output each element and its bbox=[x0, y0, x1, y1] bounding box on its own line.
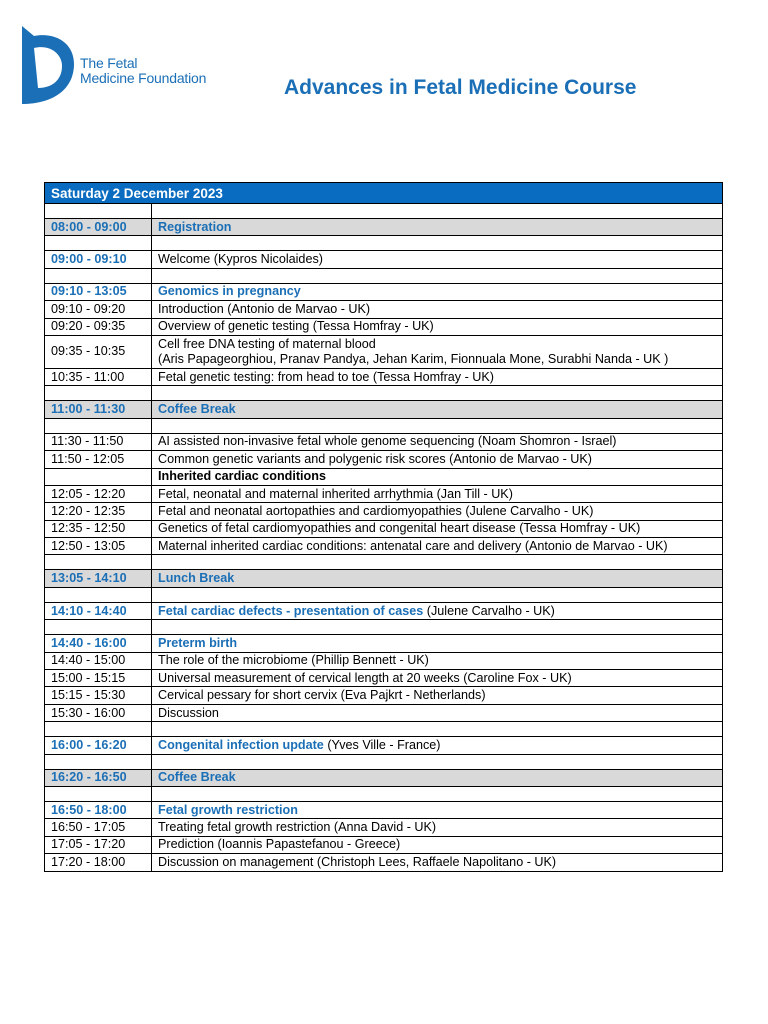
session-time: 11:50 - 12:05 bbox=[51, 451, 125, 466]
session-cell bbox=[152, 204, 723, 219]
session-description: AI assisted non-invasive fetal whole genome sequencing (Noam Shomron - Israel) bbox=[158, 434, 617, 449]
session-speaker: (Yves Ville - France) bbox=[323, 737, 441, 752]
session-cell bbox=[152, 801, 723, 818]
session-time: 17:20 - 18:00 bbox=[51, 854, 126, 869]
time-cell bbox=[45, 451, 152, 468]
session-cell bbox=[152, 251, 723, 268]
session-description: Fetal and neonatal aortopathies and cardiomyopathies (Julene Carvalho - UK) bbox=[158, 503, 594, 518]
schedule-row bbox=[45, 854, 723, 871]
session-time: 15:00 - 15:15 bbox=[51, 670, 126, 685]
session-cell bbox=[152, 468, 723, 485]
session-description: Treating fetal growth restriction (Anna David - UK) bbox=[158, 820, 437, 835]
time-cell bbox=[45, 485, 152, 502]
session-cell bbox=[152, 555, 723, 570]
schedule-row bbox=[45, 503, 723, 520]
time-cell bbox=[45, 401, 152, 418]
time-cell bbox=[45, 520, 152, 537]
session-title: Coffee Break bbox=[158, 770, 236, 785]
session-time: 16:20 - 16:50 bbox=[51, 770, 127, 785]
time-cell bbox=[45, 687, 152, 704]
session-time: 14:40 - 16:00 bbox=[51, 635, 127, 650]
time-cell bbox=[45, 386, 152, 401]
session-description: The role of the microbiome (Phillip Bennett - UK) bbox=[158, 653, 429, 668]
schedule-row bbox=[45, 570, 723, 587]
schedule-row bbox=[45, 652, 723, 669]
schedule-row bbox=[45, 283, 723, 300]
schedule-row bbox=[45, 635, 723, 652]
session-description: Cervical pessary for short cervix (Eva Pajkrt - Netherlands) bbox=[158, 688, 486, 703]
session-cell bbox=[152, 485, 723, 502]
time-cell bbox=[45, 754, 152, 769]
time-cell bbox=[45, 819, 152, 836]
schedule-row bbox=[45, 670, 723, 687]
session-time: 15:30 - 16:00 bbox=[51, 705, 126, 720]
session-cell bbox=[152, 335, 723, 368]
session-description: Fetal, neonatal and maternal inherited arrhythmia (Jan Till - UK) bbox=[158, 486, 513, 501]
schedule-row bbox=[45, 251, 723, 268]
session-title: Genomics in pregnancy bbox=[158, 284, 301, 299]
session-cell bbox=[152, 786, 723, 801]
time-cell bbox=[45, 418, 152, 433]
time-cell bbox=[45, 722, 152, 737]
day-title: Saturday 2 December 2023 bbox=[45, 183, 723, 204]
time-cell bbox=[45, 769, 152, 786]
time-cell bbox=[45, 335, 152, 368]
session-description: Discussion on management (Christoph Lees, Raffaele Napolitano - UK) bbox=[158, 854, 557, 869]
session-title: Fetal growth restriction bbox=[158, 802, 298, 817]
spacer-row bbox=[45, 587, 723, 602]
session-cell bbox=[152, 433, 723, 450]
session-title: Lunch Break bbox=[158, 571, 235, 586]
spacer-row bbox=[45, 204, 723, 219]
time-cell bbox=[45, 620, 152, 635]
time-cell bbox=[45, 503, 152, 520]
session-description: Universal measurement of cervical length at 20 weeks (Caroline Fox - UK) bbox=[158, 670, 572, 685]
spacer-row bbox=[45, 722, 723, 737]
spacer-row bbox=[45, 620, 723, 635]
session-description: Fetal genetic testing: from head to toe (Tessa Homfray - UK) bbox=[158, 369, 494, 384]
session-cell bbox=[152, 368, 723, 385]
time-cell bbox=[45, 737, 152, 754]
session-speaker: (Julene Carvalho - UK) bbox=[423, 603, 555, 618]
session-title: Congenital infection update bbox=[158, 737, 324, 752]
time-cell bbox=[45, 652, 152, 669]
session-cell bbox=[152, 451, 723, 468]
schedule-row bbox=[45, 485, 723, 502]
session-time: 09:00 - 09:10 bbox=[51, 252, 127, 267]
session-time: 12:35 - 12:50 bbox=[51, 521, 126, 536]
session-cell bbox=[152, 386, 723, 401]
session-time: 08:00 - 09:00 bbox=[51, 219, 127, 234]
spacer-row bbox=[45, 418, 723, 433]
session-cell bbox=[152, 418, 723, 433]
session-time: 11:00 - 11:30 bbox=[51, 402, 126, 417]
schedule-row bbox=[45, 335, 723, 368]
session-time: 09:10 - 13:05 bbox=[51, 284, 127, 299]
time-cell bbox=[45, 251, 152, 268]
schedule-row bbox=[45, 836, 723, 853]
session-time: 16:50 - 17:05 bbox=[51, 820, 126, 835]
session-cell bbox=[152, 854, 723, 871]
schedule-row bbox=[45, 219, 723, 236]
time-cell bbox=[45, 538, 152, 555]
schedule-row bbox=[45, 520, 723, 537]
session-subheading: Inherited cardiac conditions bbox=[158, 469, 326, 484]
session-cell bbox=[152, 268, 723, 283]
spacer-row bbox=[45, 555, 723, 570]
session-time: 14:10 - 14:40 bbox=[51, 603, 127, 618]
session-cell bbox=[152, 538, 723, 555]
spacer-row bbox=[45, 786, 723, 801]
time-cell bbox=[45, 570, 152, 587]
session-description: Maternal inherited cardiac conditions: antenatal care and delivery (Antonio de Marvao - UK) bbox=[158, 538, 668, 553]
session-cell bbox=[152, 670, 723, 687]
session-time: 13:05 - 14:10 bbox=[51, 571, 127, 586]
session-time: 09:35 - 10:35 bbox=[51, 344, 126, 359]
session-title: Registration bbox=[158, 219, 232, 234]
spacer-row bbox=[45, 236, 723, 251]
session-description: Introduction (Antonio de Marvao - UK) bbox=[158, 301, 371, 316]
schedule-row bbox=[45, 318, 723, 335]
session-cell bbox=[152, 301, 723, 318]
session-cell bbox=[152, 318, 723, 335]
session-cell bbox=[152, 503, 723, 520]
session-cell bbox=[152, 620, 723, 635]
schedule-day-header bbox=[45, 183, 723, 204]
session-cell bbox=[152, 283, 723, 300]
time-cell bbox=[45, 433, 152, 450]
session-time: 16:50 - 18:00 bbox=[51, 802, 127, 817]
session-cell bbox=[152, 704, 723, 721]
time-cell bbox=[45, 854, 152, 871]
schedule-table bbox=[44, 182, 723, 872]
time-cell bbox=[45, 635, 152, 652]
session-description: Genetics of fetal cardiomyopathies and congenital heart disease (Tessa Homfray - UK) bbox=[158, 521, 641, 536]
time-cell bbox=[45, 670, 152, 687]
schedule-row bbox=[45, 602, 723, 619]
session-cell bbox=[152, 769, 723, 786]
logo-line-2: Medicine Foundation bbox=[80, 70, 207, 86]
session-time: 14:40 - 15:00 bbox=[51, 653, 126, 668]
session-cell bbox=[152, 520, 723, 537]
time-cell bbox=[45, 204, 152, 219]
schedule-row bbox=[45, 737, 723, 754]
time-cell bbox=[45, 555, 152, 570]
session-time: 11:30 - 11:50 bbox=[51, 434, 124, 449]
schedule-row bbox=[45, 433, 723, 450]
schedule-row bbox=[45, 801, 723, 818]
session-description: Discussion bbox=[158, 705, 219, 720]
time-cell bbox=[45, 587, 152, 602]
time-cell bbox=[45, 801, 152, 818]
schedule-row bbox=[45, 451, 723, 468]
schedule-row bbox=[45, 704, 723, 721]
time-cell bbox=[45, 704, 152, 721]
session-description: Cell free DNA testing of maternal blood bbox=[158, 336, 376, 351]
time-cell bbox=[45, 602, 152, 619]
session-cell bbox=[152, 401, 723, 418]
logo-line-1: The Fetal bbox=[80, 55, 138, 71]
session-cell bbox=[152, 219, 723, 236]
session-time: 16:00 - 16:20 bbox=[51, 737, 127, 752]
session-title: Preterm birth bbox=[158, 635, 238, 650]
session-time: 09:20 - 09:35 bbox=[51, 319, 126, 334]
schedule-row bbox=[45, 368, 723, 385]
time-cell bbox=[45, 301, 152, 318]
session-description: Common genetic variants and polygenic risk scores (Antonio de Marvao - UK) bbox=[158, 451, 592, 466]
session-time: 10:35 - 11:00 bbox=[51, 369, 125, 384]
time-cell bbox=[45, 368, 152, 385]
schedule-row bbox=[45, 468, 723, 485]
session-cell bbox=[152, 587, 723, 602]
spacer-row bbox=[45, 754, 723, 769]
session-cell bbox=[152, 687, 723, 704]
schedule-row bbox=[45, 687, 723, 704]
session-time: 17:05 - 17:20 bbox=[51, 837, 126, 852]
time-cell bbox=[45, 836, 152, 853]
session-cell bbox=[152, 819, 723, 836]
session-description: Overview of genetic testing (Tessa Homfray - UK) bbox=[158, 319, 434, 334]
schedule-row bbox=[45, 538, 723, 555]
session-cell bbox=[152, 754, 723, 769]
spacer-row bbox=[45, 268, 723, 283]
session-cell bbox=[152, 570, 723, 587]
session-time: 12:20 - 12:35 bbox=[51, 503, 126, 518]
time-cell bbox=[45, 318, 152, 335]
session-time: 15:15 - 15:30 bbox=[51, 688, 126, 703]
session-cell bbox=[152, 722, 723, 737]
page-title: Advances in Fetal Medicine Course bbox=[284, 76, 637, 99]
schedule-row bbox=[45, 819, 723, 836]
foundation-logo bbox=[22, 26, 206, 104]
spacer-row bbox=[45, 386, 723, 401]
session-time: 12:50 - 13:05 bbox=[51, 538, 126, 553]
session-title: Coffee Break bbox=[158, 402, 236, 417]
session-cell bbox=[152, 737, 723, 754]
session-cell bbox=[152, 236, 723, 251]
time-cell bbox=[45, 786, 152, 801]
foundation-logo-mark-icon bbox=[22, 26, 74, 104]
session-description: Prediction (Ioannis Papastefanou - Greece) bbox=[158, 837, 401, 852]
session-speakers: (Aris Papageorghiou, Pranav Pandya, Jehan Karim, Fionnuala Mone, Surabhi Nanda - UK ) bbox=[158, 351, 669, 366]
schedule-row bbox=[45, 401, 723, 418]
schedule-row bbox=[45, 769, 723, 786]
session-description: Welcome (Kypros Nicolaides) bbox=[158, 252, 323, 267]
session-time: 09:10 - 09:20 bbox=[51, 301, 126, 316]
time-cell bbox=[45, 236, 152, 251]
session-cell bbox=[152, 652, 723, 669]
session-time: 12:05 - 12:20 bbox=[51, 486, 126, 501]
session-cell bbox=[152, 635, 723, 652]
session-cell bbox=[152, 602, 723, 619]
time-cell bbox=[45, 268, 152, 283]
time-cell bbox=[45, 283, 152, 300]
foundation-logo-text bbox=[80, 56, 206, 86]
time-cell bbox=[45, 219, 152, 236]
schedule-row bbox=[45, 301, 723, 318]
time-cell bbox=[45, 468, 152, 485]
session-title: Fetal cardiac defects - presentation of cases bbox=[158, 603, 424, 618]
session-cell bbox=[152, 836, 723, 853]
